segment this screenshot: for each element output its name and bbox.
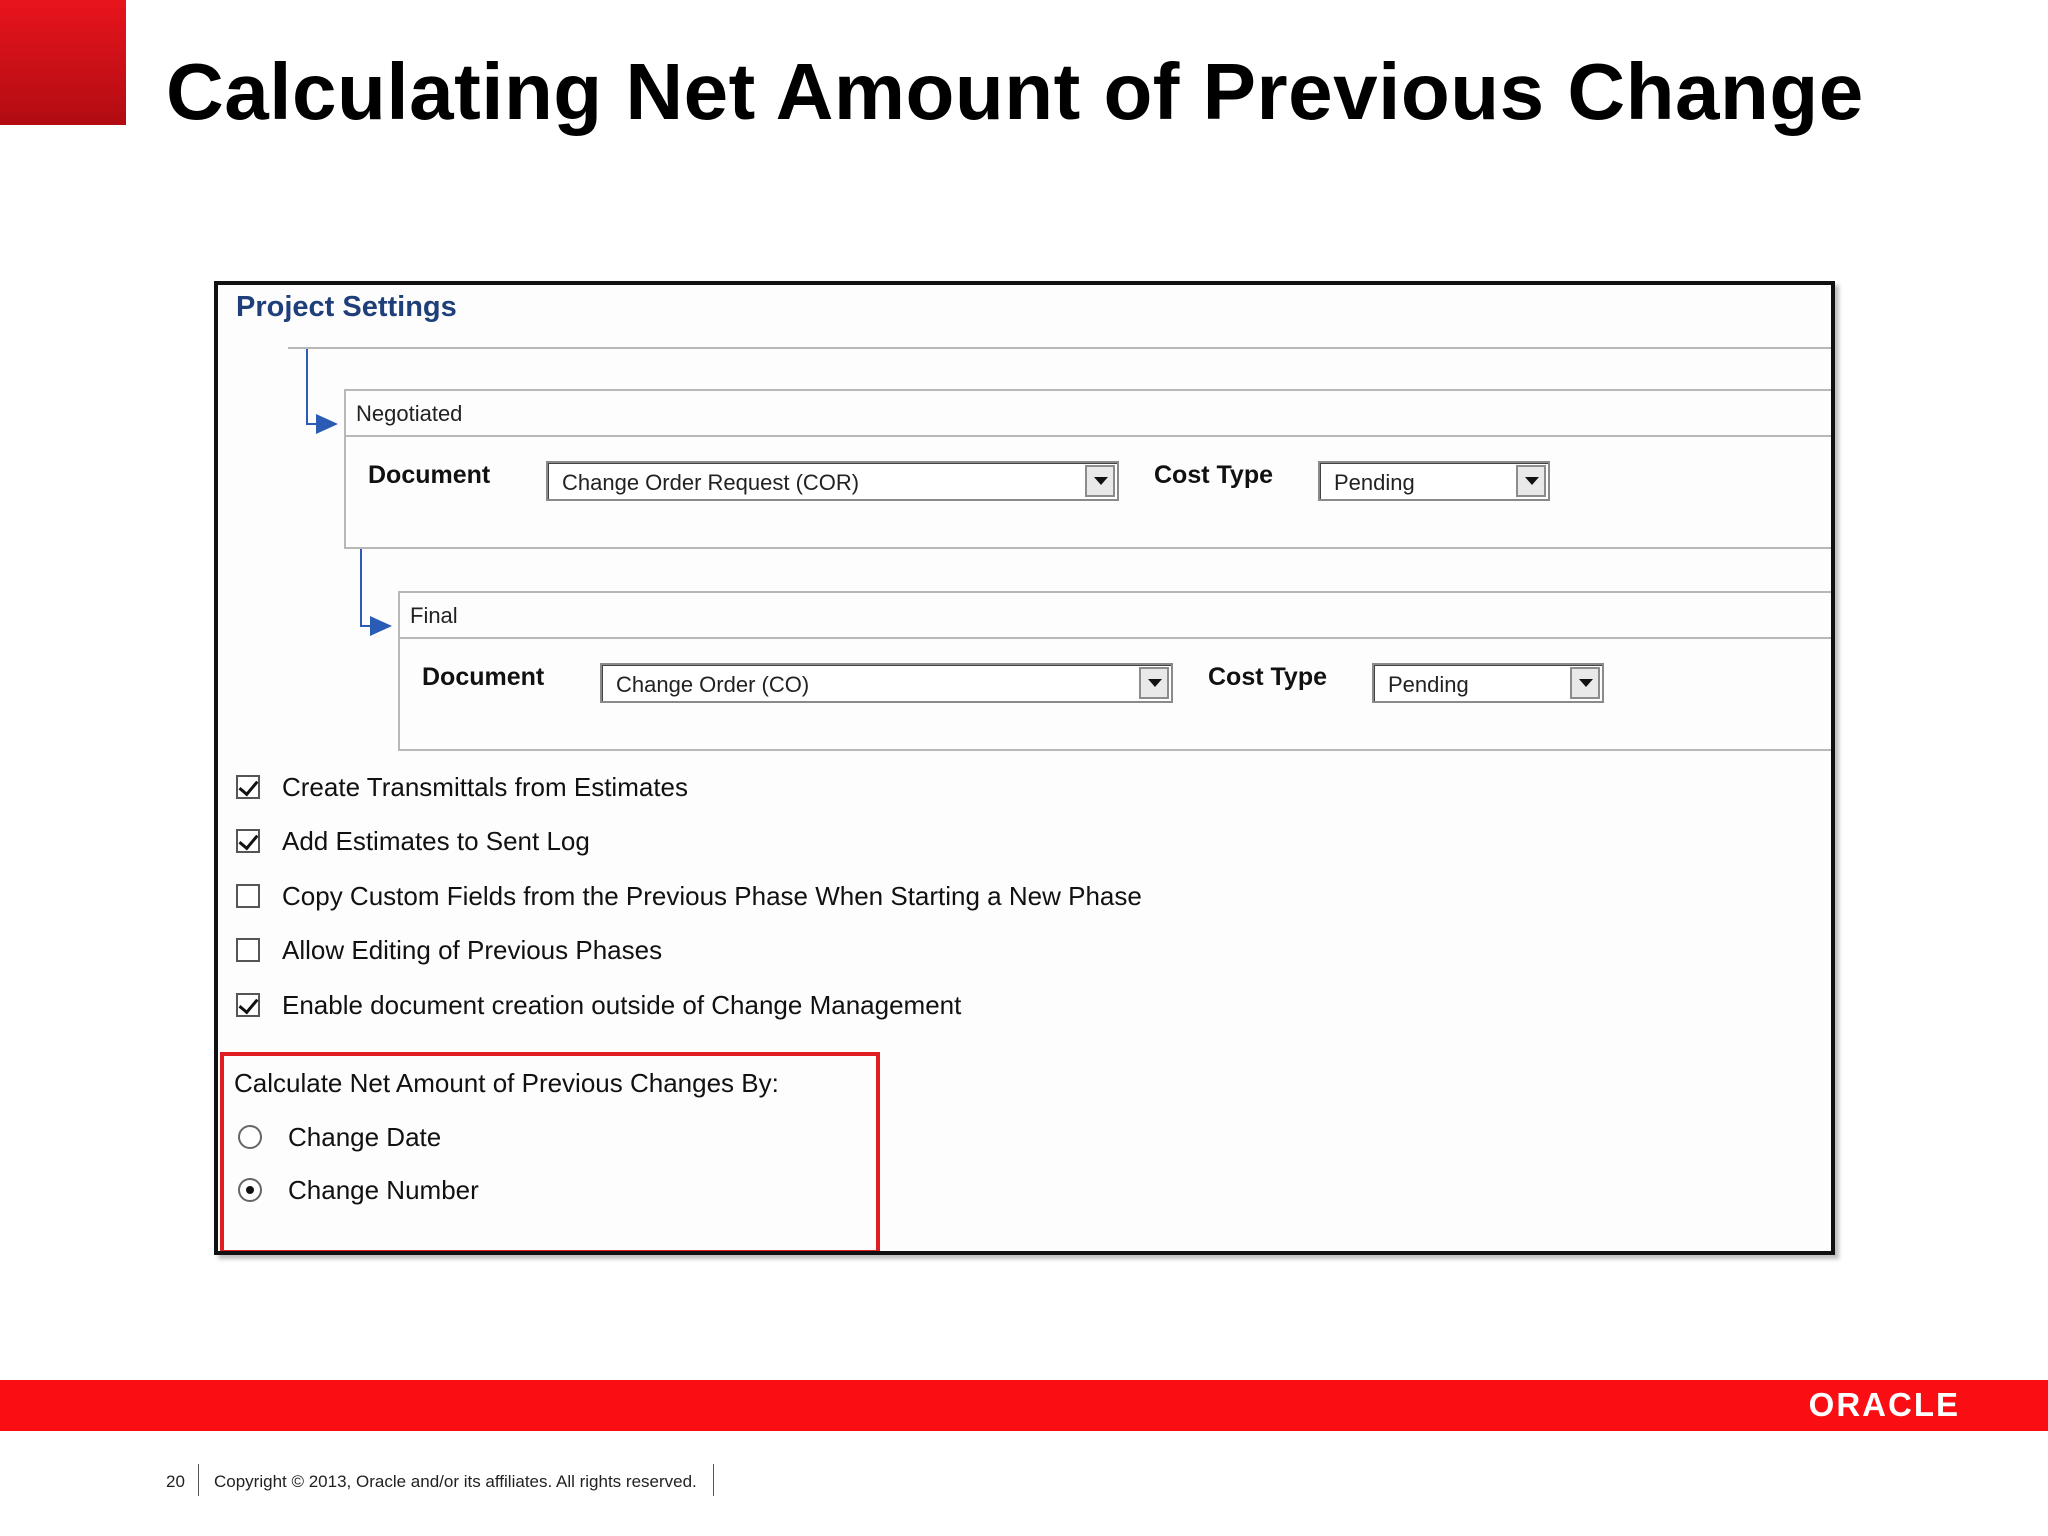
final-group: [398, 591, 1835, 751]
oracle-logo: ORACLE: [1808, 1386, 1960, 1423]
negotiated-cost-type-label: Cost Type: [1154, 461, 1273, 489]
checkbox-allow-editing[interactable]: [236, 938, 260, 962]
radio-label: Change Number: [288, 1175, 479, 1205]
chevron-down-icon[interactable]: [1516, 465, 1546, 497]
chevron-down-icon[interactable]: [1085, 465, 1115, 497]
final-cost-type-label: Cost Type: [1208, 663, 1327, 691]
radio-change-date[interactable]: [238, 1125, 262, 1149]
negotiated-group: [344, 389, 1835, 549]
negotiated-group-header: [346, 391, 1835, 437]
slide-title: Calculating Net Amount of Previous Change: [166, 47, 1864, 136]
final-group-header: [400, 593, 1835, 639]
tree-arrow-icon: [316, 414, 338, 434]
radio-label: Change Date: [288, 1122, 442, 1152]
option-label: Copy Custom Fields from the Previous Phase When Starting a New Phase: [282, 881, 1142, 911]
chevron-down-icon[interactable]: [1570, 667, 1600, 699]
tree-connector-final: [360, 549, 362, 627]
negotiated-cost-type-select[interactable]: [1318, 461, 1550, 501]
radio-change-number[interactable]: [238, 1178, 262, 1202]
option-label: Allow Editing of Previous Phases: [282, 935, 663, 965]
chevron-down-icon[interactable]: [1139, 667, 1169, 699]
final-label: Final: [410, 603, 458, 628]
negotiated-cost-type-value: Pending: [1334, 470, 1415, 495]
final-document-select[interactable]: [600, 663, 1173, 703]
final-document-value: Change Order (CO): [616, 672, 810, 697]
title-accent-block: [0, 0, 126, 125]
checkbox-copy-custom-fields[interactable]: [236, 884, 260, 908]
tree-arrow-icon: [370, 616, 392, 636]
option-label: Enable document creation outside of Change Management: [282, 990, 962, 1020]
panel-title: Project Settings: [236, 291, 457, 323]
page-number: 20: [166, 1472, 185, 1491]
option-label: Add Estimates to Sent Log: [282, 826, 590, 856]
tree-connector-negotiated: [306, 349, 308, 425]
final-cost-type-select[interactable]: [1372, 663, 1604, 703]
calc-net-amount-highlight: [220, 1052, 880, 1254]
option-label: Create Transmittals from Estimates: [282, 772, 688, 802]
checkbox-enable-document-creation[interactable]: [236, 993, 260, 1017]
final-cost-type-value: Pending: [1388, 672, 1469, 697]
final-document-label: Document: [422, 663, 545, 691]
footer-separator: [198, 1464, 199, 1496]
checkbox-create-transmittals[interactable]: [236, 775, 260, 799]
negotiated-document-select[interactable]: [546, 461, 1119, 501]
title-divider: [288, 347, 1835, 349]
footer-separator: [713, 1464, 714, 1496]
project-settings-panel: [214, 281, 1835, 1255]
checkbox-add-estimates-sent-log[interactable]: [236, 829, 260, 853]
negotiated-document-value: Change Order Request (COR): [562, 470, 860, 495]
copyright-text: Copyright © 2013, Oracle and/or its affiliates. All rights reserved.: [214, 1472, 697, 1491]
negotiated-label: Negotiated: [356, 401, 463, 426]
negotiated-document-label: Document: [368, 461, 491, 489]
calc-net-amount-title: Calculate Net Amount of Previous Changes By:: [234, 1068, 779, 1098]
footer-bar: [0, 1380, 2048, 1431]
